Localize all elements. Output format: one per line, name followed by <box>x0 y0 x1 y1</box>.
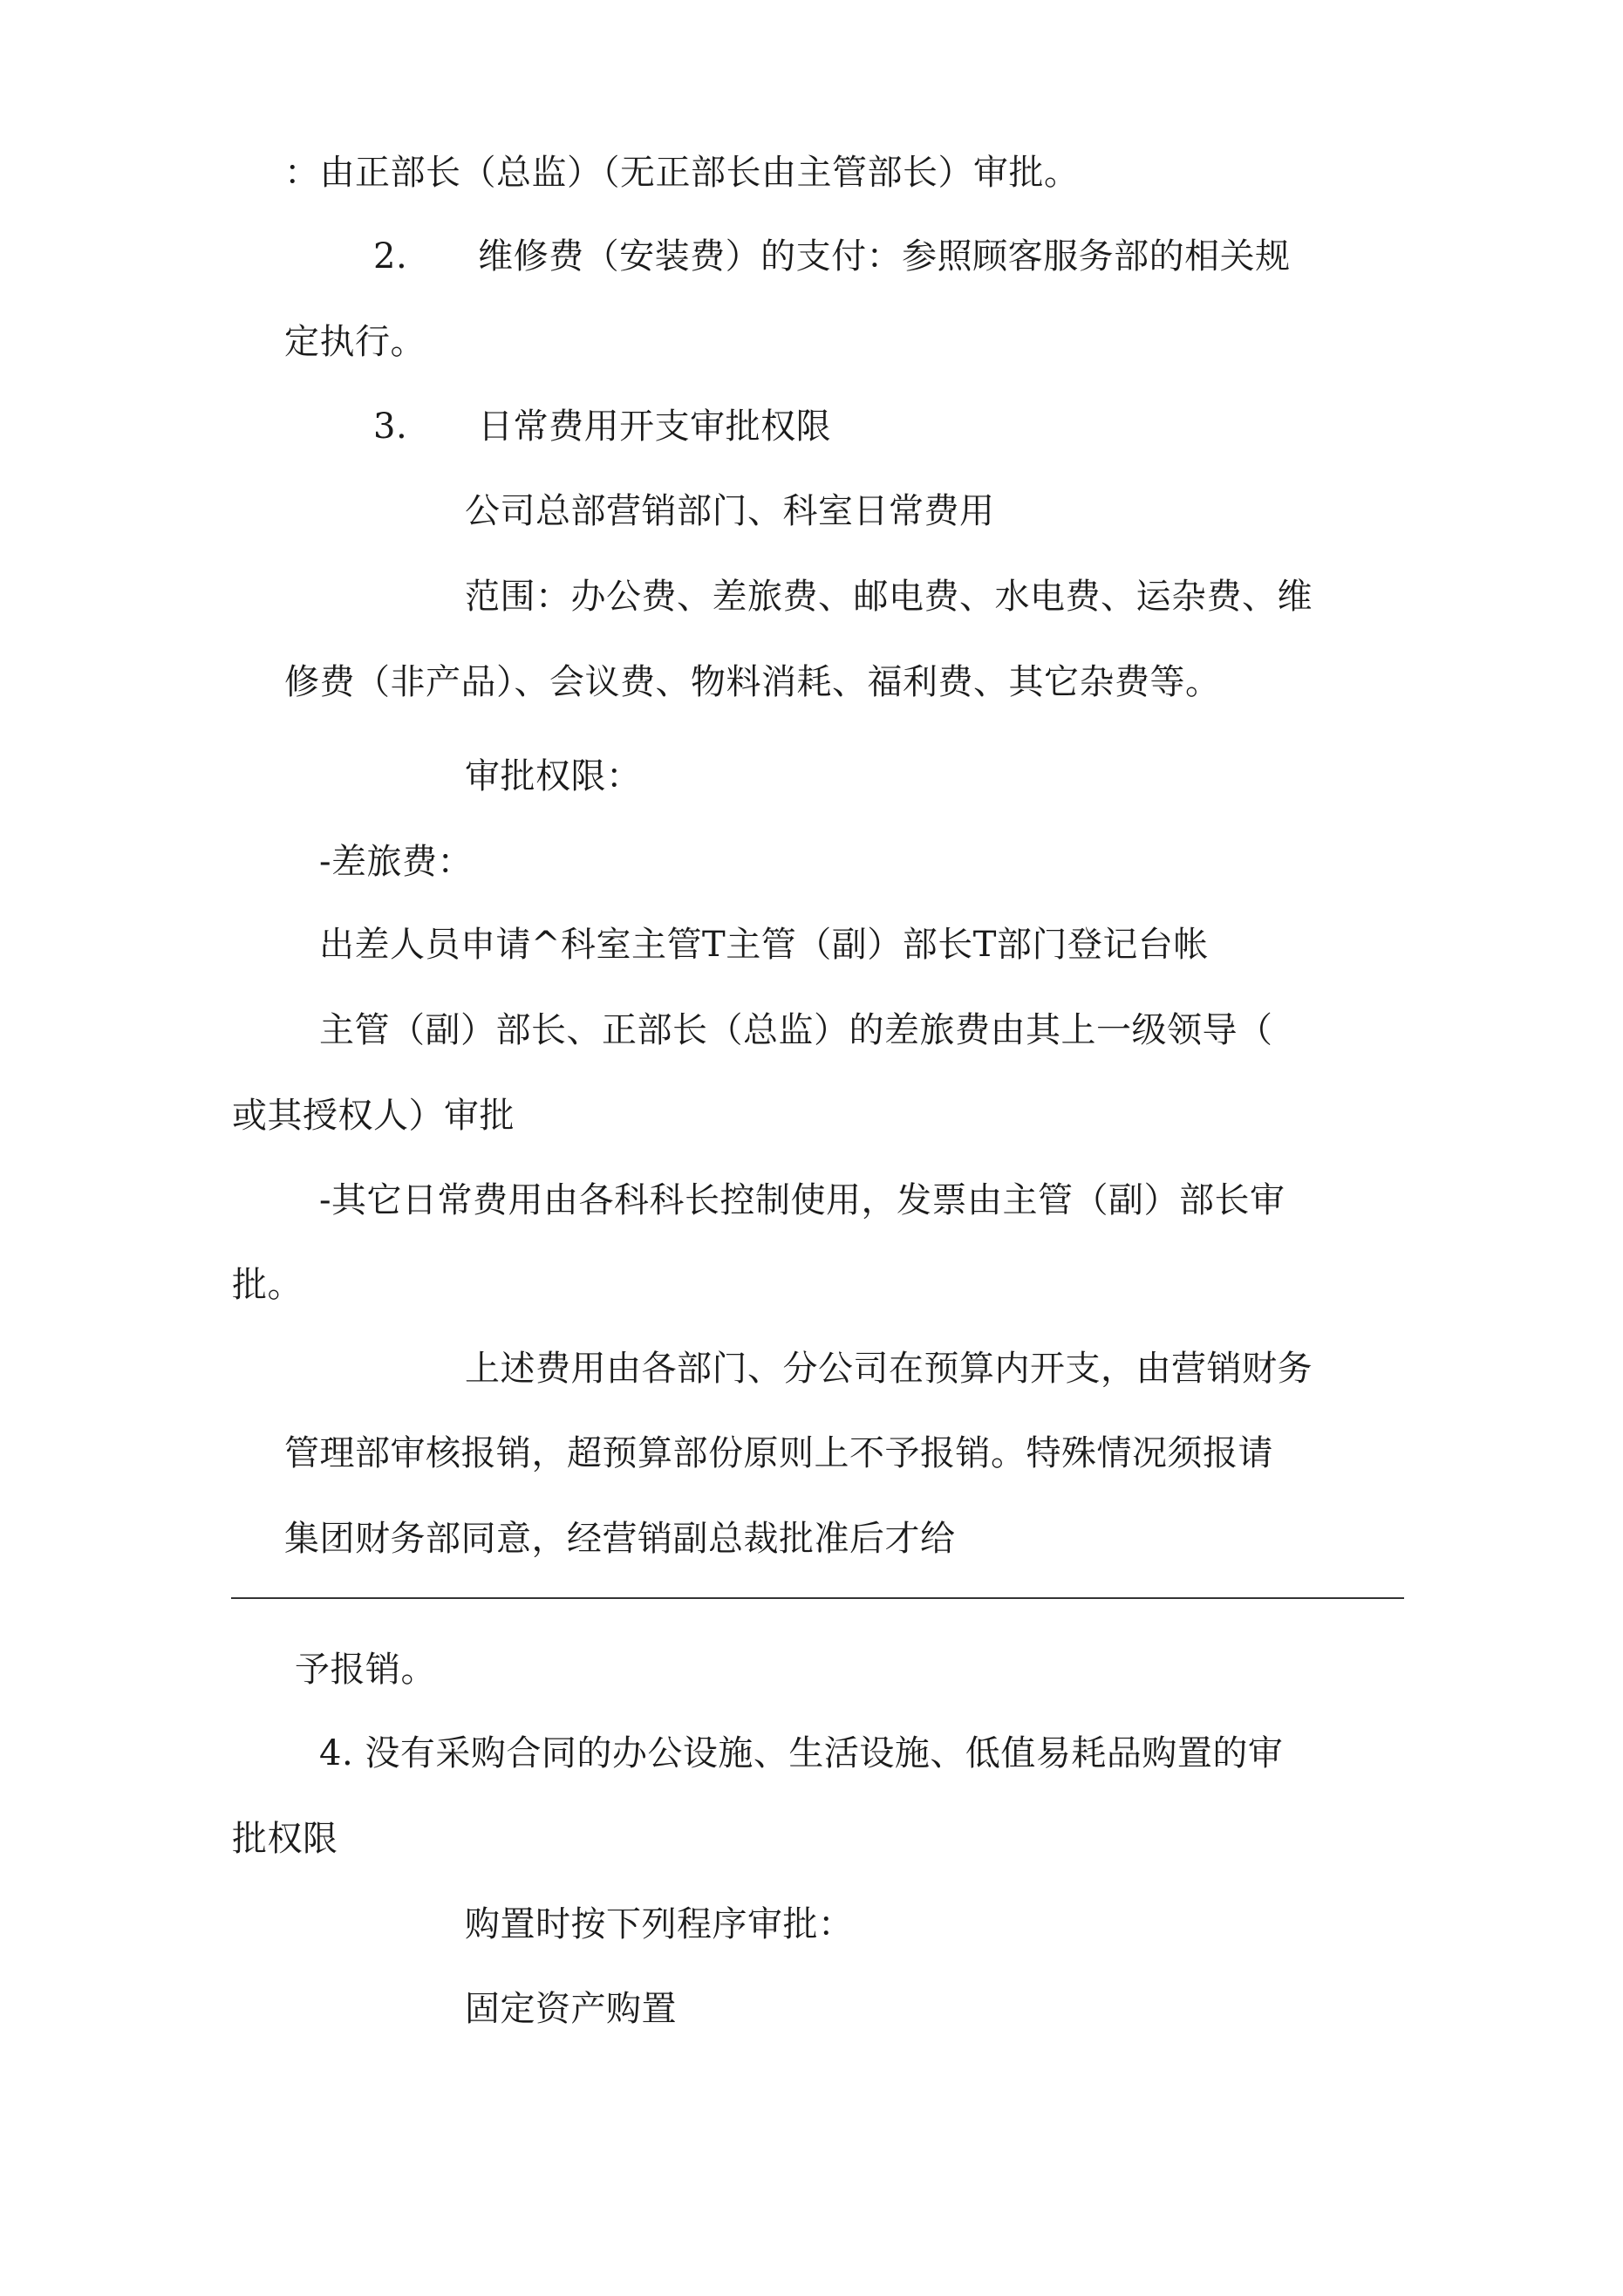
text-line: -差旅费： <box>319 842 474 882</box>
text-line: 出差人员申请^科室主管T主管（副）部长T部门登记台帐 <box>319 925 1209 965</box>
text-line: ：由正部长（总监）（无正部长由主管部长）审批。 <box>284 153 1080 193</box>
text-line: 2. 维修费（安装费）的支付：参照顾客服务部的相关规 <box>373 236 1291 277</box>
text-line: -其它日常费用由各科科长控制使用，发票由主管（副）部长审 <box>319 1180 1285 1220</box>
text-line: 4. 没有采购合同的办公设施、生活设施、低值易耗品购置的审 <box>319 1733 1284 1773</box>
text-line: 或其授权人）审批 <box>232 1096 515 1136</box>
text-line: 予报销。 <box>295 1650 436 1690</box>
text-line: 上述费用由各部门、分公司在预算内开支，由营销财务 <box>465 1349 1313 1389</box>
text-line: 批权限 <box>232 1819 338 1859</box>
text-line: 批。 <box>232 1265 303 1305</box>
text-line: 修费（非产品）、会议费、物料消耗、福利费、其它杂费等。 <box>284 662 1221 702</box>
text-line: 范围：办公费、差旅费、邮电费、水电费、运杂费、维 <box>465 577 1313 617</box>
text-line: 管理部审核报销，超预算部份原则上不予报销。特殊情况须报请 <box>284 1433 1273 1473</box>
text-line: 固定资产购置 <box>465 1989 677 2029</box>
page-divider <box>231 1597 1404 1599</box>
text-line: 主管（副）部长、正部长（总监）的差旅费由其上一级领导（ <box>319 1010 1273 1050</box>
text-line: 公司总部营销部门、科室日常费用 <box>465 491 995 531</box>
text-line: 审批权限： <box>465 756 642 796</box>
text-line: 3. 日常费用开支审批权限 <box>373 407 832 447</box>
text-line: 定执行。 <box>284 322 426 362</box>
text-line: 购置时按下列程序审批： <box>465 1904 854 1944</box>
text-line: 集团财务部同意，经营销副总裁批准后才给 <box>284 1519 956 1559</box>
